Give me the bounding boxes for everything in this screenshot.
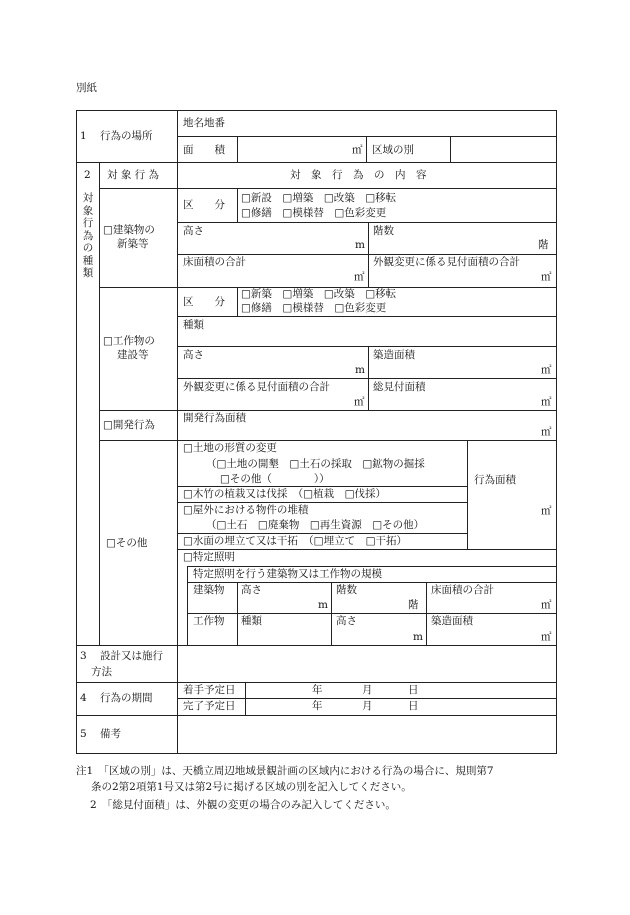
unit-m2: ㎡ <box>541 631 552 643</box>
unit-m2: ㎡ <box>541 599 552 611</box>
structure-checkbox-label: □工作物の <box>103 335 155 347</box>
section3-number: 3 <box>80 650 87 662</box>
menseki-label: 面 積 <box>183 144 225 156</box>
special-lighting-label: □特定照明 <box>183 551 235 563</box>
kuiki-label: 区域の別 <box>372 144 414 156</box>
section4-number: 4 <box>80 692 87 704</box>
lighting-scale-label: 特定照明を行う建築物又は工作物の規模 <box>193 568 382 580</box>
reclamation-label: □水面の埋立て又は干拓 （□埋立て □干拓） <box>183 535 408 547</box>
section2-vertical-label: 対象行為の種類 <box>82 192 94 279</box>
section4-label: 行為の期間 <box>100 692 153 704</box>
other-checkbox-label: □その他 <box>106 537 148 549</box>
development-area-label: 開発行為面積 <box>183 412 246 424</box>
section3-label-2: 方法 <box>91 666 112 678</box>
action-area-label: 行為面積 <box>474 474 516 486</box>
building-label: 建築物 <box>193 584 225 596</box>
section1-label: 行為の場所 <box>100 130 153 142</box>
floor-area-label: 床面積の合計 <box>431 584 494 596</box>
unit-m2: ㎡ <box>541 396 552 408</box>
action-content-header: 対 象 行 為 の 内 容 <box>290 169 427 181</box>
structure-label-2: 建設等 <box>117 349 149 361</box>
unit-m: m <box>413 631 423 643</box>
kaisu-label: 階数 <box>336 584 357 596</box>
takasa-label: 高さ <box>336 615 357 627</box>
unit-m2: ㎡ <box>541 426 552 438</box>
tree-planting-label: □木竹の植栽又は伐採 （□植栽 □伐採） <box>183 488 387 500</box>
unit-kai: 階 <box>538 239 549 251</box>
building-options-2: □修繕 □模様替 □色彩変更 <box>241 207 387 219</box>
kaisu-label: 階数 <box>373 225 394 237</box>
building-label-2: 新築等 <box>117 238 149 250</box>
structure-label: 工作物 <box>193 615 225 627</box>
year-label: 年 <box>312 684 323 696</box>
start-date-label: 着手予定日 <box>183 684 236 696</box>
section5-label: 備考 <box>100 728 121 740</box>
total-facade-area-label: 総見付面積 <box>373 381 426 393</box>
kubun-label: 区 分 <box>183 296 225 308</box>
kubun-label: 区 分 <box>183 199 225 211</box>
floor-area-label: 床面積の合計 <box>183 256 246 268</box>
unit-m2: ㎡ <box>541 505 552 517</box>
unit-m2: ㎡ <box>541 271 552 283</box>
day-label: 日 <box>408 700 419 712</box>
attachment-label: 別紙 <box>76 82 97 94</box>
land-change-other: □その他（ ）） <box>220 473 330 485</box>
note-1-line-1: 注1 「区域の別」は、天橋立周辺地域景観計画の区域内における行為の場合に、規則第7 <box>76 765 494 777</box>
shurui-label: 種類 <box>183 319 204 331</box>
outdoor-storage-options: （□土石 □廃棄物 □再生資源 □その他） <box>206 519 425 531</box>
month-label: 月 <box>362 684 373 696</box>
building-options-1: □新設 □増築 □改築 □移転 <box>241 192 397 204</box>
day-label: 日 <box>408 684 419 696</box>
development-checkbox-label: □開発行為 <box>103 419 155 431</box>
structure-options-2: □修繕 □模様替 □色彩変更 <box>241 302 387 314</box>
building-checkbox-label: □建築物の <box>103 224 155 236</box>
unit-m: m <box>318 599 328 611</box>
unit-kai: 階 <box>408 599 419 611</box>
chimei-label: 地名地番 <box>183 117 225 129</box>
takasa-label: 高さ <box>183 225 204 237</box>
facade-area-label: 外観変更に係る見付面積の合計 <box>183 381 330 393</box>
section1-number: 1 <box>80 130 87 142</box>
target-action-header: 対 象 行 為 <box>107 169 160 181</box>
section2-number: 2 <box>84 169 91 181</box>
construction-area-label: 築造面積 <box>373 349 415 361</box>
unit-m2: ㎡ <box>541 364 552 376</box>
shurui-label: 種類 <box>241 615 262 627</box>
facade-area-label: 外観変更に係る見付面積の合計 <box>373 256 520 268</box>
unit-m: m <box>355 364 365 376</box>
section5-number: 5 <box>80 728 87 740</box>
unit-m: m <box>355 239 365 251</box>
construction-area-label: 築造面積 <box>431 615 473 627</box>
year-label: 年 <box>312 700 323 712</box>
section3-label-1: 設計又は施行 <box>100 650 163 662</box>
end-date-label: 完了予定日 <box>183 700 236 712</box>
takasa-label: 高さ <box>183 349 204 361</box>
note-1-line-2: 条の2第2項第1号又は第2号に掲げる区域の別を記入してください。 <box>91 781 412 793</box>
unit-m2: ㎡ <box>354 271 365 283</box>
structure-options-1: □新築 □増築 □改築 □移転 <box>241 288 397 300</box>
land-change-options: （□土地の開墾 □土石の採取 □鉱物の掘採 <box>206 458 425 470</box>
takasa-label: 高さ <box>241 584 262 596</box>
unit-m2: ㎡ <box>352 144 363 156</box>
month-label: 月 <box>362 700 373 712</box>
note-2: 2 「総見付面積」は、外観の変更の場合のみ記入してください。 <box>90 799 396 811</box>
outdoor-storage-label: □屋外における物件の堆積 <box>183 504 309 516</box>
land-change-label: □土地の形質の変更 <box>183 442 277 454</box>
unit-m2: ㎡ <box>354 396 365 408</box>
